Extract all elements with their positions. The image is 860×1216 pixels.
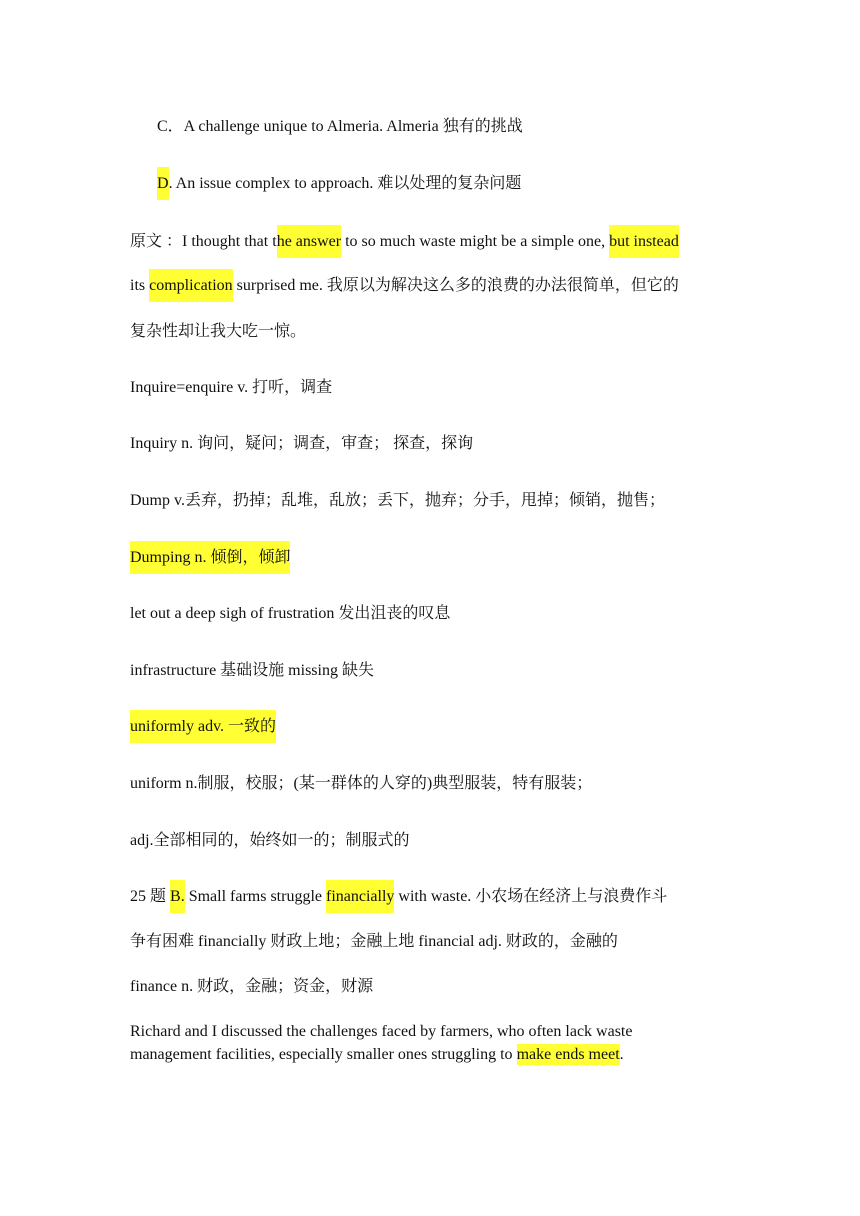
- original-label: 原文: [130, 231, 163, 250]
- highlight-but-instead: but instead: [609, 225, 679, 258]
- question-25-line-2: [130, 930, 618, 954]
- original-l1-a: ：I thought that t: [162, 233, 277, 250]
- vocab-dumping: [130, 546, 290, 570]
- passage-text-l1: Richard and I discussed the challenges faced by farmers, who often lack waste: [130, 1023, 633, 1040]
- original-l2-a: its: [130, 277, 150, 294]
- option-c: [157, 115, 523, 139]
- passage-text-l2-a: management facilities, especially smaller ones struggling to: [130, 1046, 517, 1063]
- question-25-answer: B.: [170, 880, 185, 913]
- vocab-inquire-text: Inquire=enquire v. 打听，调查: [130, 379, 333, 396]
- vocab-inquire: [130, 376, 332, 400]
- question-25-text-l3: finance n. 财政，金融；资金，财源: [130, 978, 374, 995]
- highlight-complication: complication: [149, 269, 233, 302]
- vocab-uniform-n-text: uniform n.制服，校服；(某一群体的人穿的)典型服装，特有服装；: [130, 775, 593, 792]
- passage-text-l2-b: .: [619, 1046, 624, 1063]
- vocab-infrastructure: [130, 659, 374, 683]
- original-l1-b: to so much waste might be a simple one,: [341, 233, 610, 250]
- vocab-dump: [130, 489, 665, 513]
- original-l2-b: surprised me. 我原以为解决这么多的浪费的办法很简单，但它的: [232, 277, 679, 294]
- vocab-sigh: [130, 602, 450, 626]
- vocab-uniform-adj: [130, 829, 410, 853]
- vocab-uniformly: [130, 715, 276, 739]
- vocab-infrastructure-text: infrastructure 基础设施 missing 缺失: [130, 662, 374, 679]
- vocab-uniform-adj-text: adj.全部相同的，始终如一的；制服式的: [130, 832, 410, 849]
- original-l3: 复杂性却让我大吃一惊。: [130, 321, 307, 340]
- highlight-the-answer: he answer: [277, 225, 341, 258]
- vocab-uniformly-text: uniformly adv. 一致的: [130, 710, 276, 743]
- original-line-1: [130, 229, 679, 253]
- vocab-inquiry: [130, 432, 473, 456]
- option-c-text: C．A challenge unique to Almeria. Almeria 独有的挑战: [157, 118, 523, 135]
- original-line-3: [130, 319, 306, 343]
- question-25-text-a: Small farms struggle: [184, 888, 326, 905]
- highlight-make-ends-meet: make ends meet: [516, 1046, 620, 1063]
- vocab-dumping-text: Dumping n. 倾倒，倾卸: [130, 541, 290, 574]
- original-line-2: [130, 274, 679, 298]
- vocab-dump-text: Dump v.丢弃，扔掉；乱堆，乱放；丢下，抛弃；分手，甩掉；倾销，抛售；: [130, 492, 665, 509]
- question-number: 25 题: [130, 888, 171, 905]
- question-25-text-b: with waste. 小农场在经济上与浪费作斗: [394, 888, 668, 905]
- vocab-sigh-text: let out a deep sigh of frustration 发出沮丧的叹息: [130, 605, 451, 622]
- question-25-text-l2: 争有困难 financially 财政上地；金融上地 financial adj. 财政的，金融的: [130, 933, 618, 950]
- question-25-line-3: [130, 975, 373, 999]
- question-25-line-1: [130, 885, 667, 909]
- vocab-inquiry-text: Inquiry n. 询问，疑问；调查，审查； 探查，探询: [130, 435, 474, 452]
- vocab-uniform-n: [130, 772, 592, 796]
- option-d: [157, 172, 521, 196]
- passage-line-2: [130, 1043, 624, 1067]
- option-d-letter: D: [157, 167, 169, 200]
- option-d-text: . An issue complex to approach. 难以处理的复杂问题: [168, 175, 522, 192]
- highlight-financially: financially: [326, 880, 394, 913]
- passage-line-1: [130, 1020, 632, 1044]
